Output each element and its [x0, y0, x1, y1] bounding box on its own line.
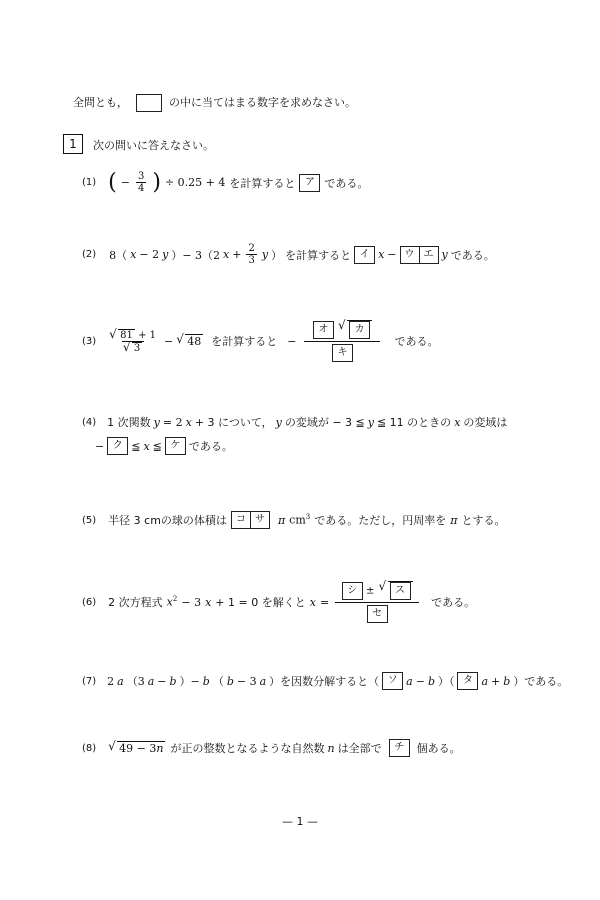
q2-expr1: 8（ — [109, 248, 128, 262]
q7-m3: − — [415, 674, 425, 688]
q8-text2: は全部で — [337, 742, 382, 755]
q4-label: (4) — [82, 416, 97, 428]
q4-y: y — [153, 415, 160, 429]
q2-y2: y — [261, 248, 269, 261]
q2-end: である。 — [450, 248, 495, 262]
q5-unit-text: cm — [289, 513, 306, 527]
q2-minus: − — [387, 248, 397, 261]
answer-box-shi[interactable]: シ — [342, 582, 363, 600]
q8-radical — [117, 741, 165, 755]
answer-box-i[interactable]: イ — [354, 246, 375, 264]
q4-le2: ≦ — [152, 439, 162, 453]
q2-label: (2) — [82, 249, 97, 260]
q1-paren-close: ) — [152, 170, 161, 195]
q8-n-2: n — [327, 741, 335, 755]
q3-den-radical: √ 3 — [132, 342, 142, 354]
q7-a4: a — [406, 674, 413, 688]
question-5 — [82, 511, 505, 529]
q2-m1: − 2 — [139, 248, 160, 261]
q7-m1: − — [157, 674, 167, 688]
q7-b2: b — [202, 674, 210, 688]
q7-a5: a — [481, 674, 489, 688]
q6-x: x — [166, 595, 173, 609]
question-1 — [82, 170, 368, 195]
q7-p5: ）（ — [437, 675, 455, 688]
q6-label: (6) — [82, 596, 97, 608]
q6-exponent: 2 — [172, 595, 178, 604]
q2-x2: x — [223, 248, 230, 261]
q5-pi-2: π — [450, 513, 458, 527]
q1-neg: − — [120, 176, 130, 189]
q5-pi: π — [277, 513, 286, 527]
q6-answer-denominator — [335, 602, 419, 623]
answer-box-ke[interactable]: ケ — [165, 437, 186, 455]
q3-answer-numerator — [311, 320, 374, 341]
q8-rad: 49 − 3 — [119, 742, 157, 755]
q2-expr2: ）− 3（2 — [171, 248, 221, 262]
q2-plus: + — [232, 248, 242, 261]
answer-box-ka[interactable]: カ — [349, 321, 370, 339]
question-3 — [82, 320, 438, 362]
q2-x1: x — [130, 248, 137, 261]
q3-num-plus: + 1 — [138, 329, 157, 341]
q5-unit-exponent: 3 — [305, 513, 311, 522]
q4-le1: ≦ — [131, 439, 141, 453]
q3-fraction — [108, 329, 158, 354]
q5-end2: とする。 — [461, 514, 506, 527]
q2-numerator: 2 — [248, 243, 255, 254]
q7-p1: （3 — [126, 675, 145, 688]
q1-denominator: 4 — [137, 183, 145, 194]
q6-x-3: x — [309, 595, 316, 609]
q7-p3: （ — [212, 675, 224, 688]
q6-x-2: x — [205, 595, 212, 609]
question-6 — [82, 581, 475, 623]
q3-denominator — [122, 341, 144, 354]
q3-answer-fraction — [304, 320, 380, 362]
q1-label: (1) — [82, 177, 97, 188]
section-number: 1 — [69, 137, 77, 151]
q8-end: 個ある。 — [416, 742, 461, 755]
q7-label: (7) — [82, 675, 97, 687]
q7-b4: b — [427, 674, 435, 688]
q7-pl: + — [491, 674, 501, 688]
q3-answer-denominator — [304, 341, 380, 362]
q4-neg: − — [95, 439, 105, 453]
answer-box-ko-sa[interactable] — [231, 511, 270, 529]
q1-expr: ÷ 0.25 + 4 — [164, 176, 226, 189]
answer-box-chi[interactable]: チ — [389, 739, 410, 757]
question-4-line2 — [95, 437, 233, 455]
section-title: 次の問いに答えなさい。 — [93, 139, 214, 152]
q4-x-3: x — [143, 439, 150, 453]
q7-p2: ）− — [179, 675, 200, 688]
q7-b1: b — [169, 674, 177, 688]
q1-fraction — [136, 171, 146, 194]
answer-box-u[interactable]: ウ — [404, 248, 415, 260]
answer-box-sa[interactable]: サ — [250, 512, 269, 528]
q4-line1-b: の変域が − 3 ≦ — [284, 416, 365, 429]
q6-eq2: + 1 = 0 を解くと — [215, 596, 306, 609]
q8-n: n — [156, 742, 164, 755]
q7-p6: ）である。 — [513, 675, 569, 688]
question-8 — [82, 739, 461, 757]
question-7 — [82, 672, 568, 690]
q4-x-2: x — [454, 415, 461, 429]
q6-pm: ± — [365, 585, 375, 597]
answer-box-ta[interactable]: タ — [457, 672, 478, 690]
q2-denominator: 3 — [248, 255, 255, 266]
q4-eq: = 2 — [162, 415, 183, 429]
q8-label: (8) — [82, 742, 97, 754]
q7-m2: − 3 — [236, 674, 257, 688]
answer-box-e[interactable]: エ — [419, 247, 438, 263]
section-number-box — [63, 134, 83, 154]
q3-num-radical: √ 81 — [118, 329, 135, 341]
page-number: — 1 — — [282, 815, 318, 828]
intro-after: の中に当てはまる数字を求めなさい。 — [169, 96, 356, 109]
question-4-line1 — [82, 414, 507, 430]
q4-y-2: y — [275, 415, 282, 429]
q7-b5: b — [503, 674, 511, 688]
q7-a2: a — [147, 674, 155, 688]
q6-eq1: − 3 — [181, 595, 202, 609]
q2-fraction — [246, 243, 256, 266]
q3-answer-radical — [347, 320, 372, 339]
q3-radical2: √ 48 — [185, 334, 203, 348]
q7-c1: 2 — [107, 674, 115, 688]
q6-eq3: = — [319, 595, 330, 609]
answer-box-se[interactable]: セ — [367, 605, 388, 623]
q7-a1: a — [117, 674, 124, 688]
q7-p4: ）を因数分解すると（ — [269, 675, 380, 688]
q4-y-3: y — [367, 415, 374, 429]
answer-box-ku[interactable]: ク — [107, 437, 128, 455]
answer-box-so[interactable]: ソ — [382, 672, 403, 690]
q6-answer-fraction — [335, 581, 419, 623]
q1-paren-open: ( — [108, 170, 117, 195]
q1-numerator: 3 — [137, 171, 145, 182]
q6-end: である。 — [431, 596, 476, 609]
q4-eq-rest: + 3 について， — [194, 416, 273, 429]
q4-line1-d: の変域は — [463, 416, 508, 429]
answer-box-a[interactable]: ア — [299, 174, 320, 192]
q4-line1-a: 1 次関数 — [107, 416, 151, 429]
q5-text: 半径 3 cmの球の体積は — [108, 514, 227, 527]
answer-box-su[interactable]: ス — [390, 582, 411, 600]
q2-close: ） — [271, 248, 283, 262]
q8-text1: が正の整数となるような自然数 — [170, 742, 325, 755]
q5-label: (5) — [82, 514, 97, 526]
instructions — [73, 94, 356, 112]
q3-end: である。 — [394, 335, 439, 348]
q3-minus: − — [164, 334, 174, 348]
blank-box-sample — [136, 94, 162, 112]
q6-text: 2 次方程式 — [108, 596, 163, 609]
q6-answer-radical — [388, 581, 413, 600]
q4-end: である。 — [188, 440, 233, 453]
q4-line1-c: ≦ 11 のときの — [376, 416, 452, 429]
q5-unit — [289, 513, 310, 527]
q3-neg: − — [287, 334, 297, 348]
q2-y3: y — [441, 248, 448, 261]
q5-end: である。ただし，円周率を — [314, 514, 447, 527]
q2-text: を計算すると — [285, 248, 352, 262]
answer-box-u-e[interactable] — [400, 246, 439, 264]
answer-box-ko[interactable]: コ — [235, 514, 246, 525]
q2-x3: x — [378, 248, 385, 261]
q1-end: である。 — [324, 176, 369, 190]
q2-y1: y — [162, 248, 169, 261]
q3-label: (3) — [82, 335, 97, 347]
q6-xsq — [167, 595, 178, 609]
q7-b3: b — [226, 674, 234, 688]
q3-text: を計算すると — [211, 335, 278, 348]
intro-before: 全問とも， — [73, 96, 128, 109]
question-2 — [82, 243, 495, 266]
q1-text: を計算すると — [229, 176, 296, 190]
q4-x: x — [185, 415, 192, 429]
answer-box-ki[interactable]: キ — [332, 344, 353, 362]
answer-box-o[interactable]: オ — [313, 321, 334, 339]
q3-numerator — [108, 329, 158, 341]
q6-answer-numerator — [340, 581, 415, 602]
q7-a3: a — [259, 674, 267, 688]
